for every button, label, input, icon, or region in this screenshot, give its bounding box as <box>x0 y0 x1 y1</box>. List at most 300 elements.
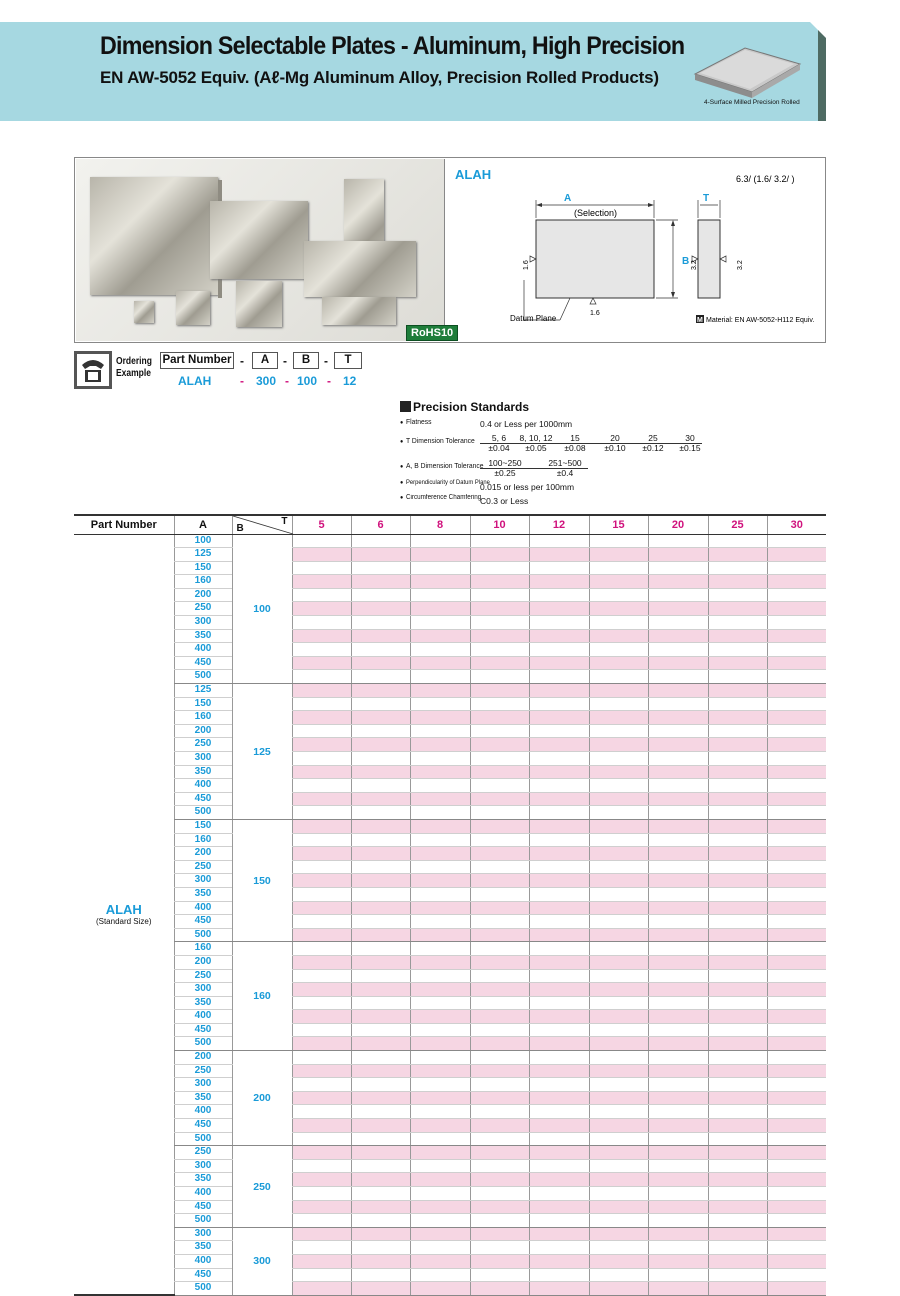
availability-cell <box>708 1051 767 1065</box>
part-subtitle: (Standard Size) <box>95 917 152 927</box>
availability-cell <box>529 874 589 888</box>
availability-cell <box>351 969 410 983</box>
availability-cell <box>767 1037 826 1051</box>
availability-cell <box>708 1282 767 1296</box>
availability-cell <box>292 1037 351 1051</box>
availability-cell <box>648 1010 708 1024</box>
a-value: 160 <box>174 942 232 956</box>
availability-cell <box>708 1227 767 1241</box>
availability-cell <box>648 534 708 548</box>
availability-cell <box>589 1132 648 1146</box>
availability-cell <box>589 616 648 630</box>
order-dash: - <box>324 354 328 368</box>
table-row <box>74 1241 826 1255</box>
availability-cell <box>529 792 589 806</box>
availability-cell <box>708 1214 767 1228</box>
a-value: 350 <box>174 765 232 779</box>
availability-cell <box>708 724 767 738</box>
a-value: 125 <box>174 548 232 562</box>
availability-cell <box>767 724 826 738</box>
part-number-cell <box>74 534 174 1295</box>
availability-cell <box>648 887 708 901</box>
table-row <box>74 887 826 901</box>
availability-cell <box>708 548 767 562</box>
page-subtitle: EN AW-5052 Equiv. (Aℓ-Mg Aluminum Alloy, Precision Rolled Products) <box>100 68 659 87</box>
availability-cell <box>708 752 767 766</box>
availability-cell <box>529 588 589 602</box>
availability-cell <box>292 602 351 616</box>
table-row <box>74 1037 826 1051</box>
col-header-t-value: 6 <box>351 515 410 534</box>
availability-cell <box>529 983 589 997</box>
availability-cell <box>589 847 648 861</box>
availability-cell <box>529 996 589 1010</box>
availability-cell <box>351 779 410 793</box>
availability-cell <box>410 874 470 888</box>
availability-cell <box>470 616 529 630</box>
availability-cell <box>708 1241 767 1255</box>
a-value: 350 <box>174 1091 232 1105</box>
availability-cell <box>351 1064 410 1078</box>
availability-cell <box>589 901 648 915</box>
availability-cell <box>767 711 826 725</box>
availability-cell <box>648 1119 708 1133</box>
ordering-label: Ordering Example <box>116 356 152 379</box>
availability-cell <box>292 697 351 711</box>
availability-cell <box>767 1214 826 1228</box>
availability-cell <box>529 901 589 915</box>
availability-cell <box>767 629 826 643</box>
availability-cell <box>470 684 529 698</box>
t-range: 15 <box>570 433 580 443</box>
table-row <box>74 738 826 752</box>
availability-cell <box>648 1132 708 1146</box>
availability-cell <box>292 819 351 833</box>
a-value: 400 <box>174 1254 232 1268</box>
availability-cell <box>292 792 351 806</box>
availability-cell <box>589 1214 648 1228</box>
availability-cell <box>589 1227 648 1241</box>
availability-cell <box>648 670 708 684</box>
availability-cell <box>589 588 648 602</box>
availability-cell <box>351 643 410 657</box>
plate-image <box>176 291 210 325</box>
availability-cell <box>410 847 470 861</box>
availability-cell <box>529 548 589 562</box>
dim-b-label: B <box>682 256 690 267</box>
b-value: 100 <box>232 534 292 684</box>
availability-cell <box>708 656 767 670</box>
availability-cell <box>708 561 767 575</box>
availability-cell <box>470 561 529 575</box>
col-header-t-value: 25 <box>708 515 767 534</box>
availability-cell <box>351 1091 410 1105</box>
availability-cell <box>767 697 826 711</box>
availability-cell <box>529 656 589 670</box>
availability-cell <box>589 724 648 738</box>
availability-cell <box>351 1119 410 1133</box>
availability-cell <box>767 887 826 901</box>
availability-cell <box>529 1051 589 1065</box>
availability-cell <box>589 874 648 888</box>
availability-cell <box>648 819 708 833</box>
availability-cell <box>351 792 410 806</box>
availability-cell <box>470 1254 529 1268</box>
availability-cell <box>767 1200 826 1214</box>
dimension-table <box>74 514 826 1296</box>
material-label: Material: EN AW-5052-H112 Equiv. <box>706 317 815 324</box>
availability-cell <box>351 847 410 861</box>
availability-cell <box>470 670 529 684</box>
availability-cell <box>410 1146 470 1160</box>
col-header-t-value: 10 <box>470 515 529 534</box>
table-row <box>74 1078 826 1092</box>
availability-cell <box>470 901 529 915</box>
availability-cell <box>529 724 589 738</box>
availability-cell <box>589 575 648 589</box>
availability-cell <box>767 1187 826 1201</box>
availability-cell <box>767 996 826 1010</box>
availability-cell <box>767 901 826 915</box>
table-row <box>74 588 826 602</box>
availability-cell <box>410 616 470 630</box>
availability-cell <box>351 656 410 670</box>
availability-cell <box>529 711 589 725</box>
availability-cell <box>767 1282 826 1296</box>
availability-cell <box>648 996 708 1010</box>
table-row <box>74 1105 826 1119</box>
availability-cell <box>470 752 529 766</box>
table-row <box>74 847 826 861</box>
availability-cell <box>648 983 708 997</box>
availability-cell <box>410 1187 470 1201</box>
availability-cell <box>648 1105 708 1119</box>
availability-cell <box>589 602 648 616</box>
availability-cell <box>410 887 470 901</box>
availability-cell <box>410 1254 470 1268</box>
availability-cell <box>708 779 767 793</box>
availability-cell <box>292 847 351 861</box>
availability-cell <box>292 752 351 766</box>
availability-cell <box>767 983 826 997</box>
availability-cell <box>648 548 708 562</box>
availability-cell <box>470 1282 529 1296</box>
table-row <box>74 1051 826 1065</box>
availability-cell <box>589 819 648 833</box>
availability-cell <box>529 1241 589 1255</box>
availability-cell <box>708 1132 767 1146</box>
a-value: 450 <box>174 1268 232 1282</box>
availability-cell <box>351 915 410 929</box>
a-value: 125 <box>174 684 232 698</box>
availability-cell <box>648 1268 708 1282</box>
availability-cell <box>292 928 351 942</box>
availability-cell <box>351 887 410 901</box>
availability-cell <box>648 928 708 942</box>
availability-cell <box>470 915 529 929</box>
table-row <box>74 1132 826 1146</box>
availability-cell <box>292 1105 351 1119</box>
availability-cell <box>767 616 826 630</box>
availability-cell <box>648 833 708 847</box>
a-value: 400 <box>174 1105 232 1119</box>
availability-cell <box>589 534 648 548</box>
availability-cell <box>767 656 826 670</box>
a-value: 400 <box>174 1010 232 1024</box>
availability-cell <box>767 534 826 548</box>
table-row <box>74 915 826 929</box>
availability-cell <box>648 1064 708 1078</box>
availability-cell <box>529 575 589 589</box>
table-row <box>74 724 826 738</box>
availability-cell <box>767 928 826 942</box>
availability-cell <box>292 860 351 874</box>
availability-cell <box>292 643 351 657</box>
availability-cell <box>351 1010 410 1024</box>
availability-cell <box>410 697 470 711</box>
availability-cell <box>589 1023 648 1037</box>
availability-cell <box>292 1187 351 1201</box>
roughness-right: 3.2 <box>737 260 744 270</box>
availability-cell <box>648 1200 708 1214</box>
availability-cell <box>351 1132 410 1146</box>
availability-cell <box>410 1132 470 1146</box>
availability-cell <box>351 1078 410 1092</box>
availability-cell <box>648 1023 708 1037</box>
a-value: 150 <box>174 561 232 575</box>
a-value: 300 <box>174 1078 232 1092</box>
table-row <box>74 548 826 562</box>
availability-cell <box>292 588 351 602</box>
availability-cell <box>351 1105 410 1119</box>
a-value: 200 <box>174 588 232 602</box>
a-value: 400 <box>174 901 232 915</box>
table-row <box>74 656 826 670</box>
availability-cell <box>708 1023 767 1037</box>
availability-cell <box>470 1214 529 1228</box>
table-row <box>74 765 826 779</box>
plate-image <box>90 177 218 295</box>
availability-cell <box>470 1187 529 1201</box>
availability-cell <box>292 616 351 630</box>
availability-cell <box>410 548 470 562</box>
a-value: 300 <box>174 874 232 888</box>
table-row <box>74 928 826 942</box>
availability-cell <box>767 643 826 657</box>
availability-cell <box>648 969 708 983</box>
availability-cell <box>292 1091 351 1105</box>
availability-cell <box>589 1051 648 1065</box>
availability-cell <box>767 1227 826 1241</box>
availability-cell <box>529 1187 589 1201</box>
availability-cell <box>589 942 648 956</box>
availability-cell <box>410 1064 470 1078</box>
availability-cell <box>767 1091 826 1105</box>
availability-cell <box>648 955 708 969</box>
availability-cell <box>589 1010 648 1024</box>
availability-cell <box>410 670 470 684</box>
availability-cell <box>708 983 767 997</box>
availability-cell <box>292 1119 351 1133</box>
availability-cell <box>470 887 529 901</box>
availability-cell <box>410 738 470 752</box>
rohs-badge: RoHS10 <box>406 325 458 341</box>
col-header-t: T <box>281 516 288 527</box>
availability-cell <box>767 1132 826 1146</box>
availability-cell <box>708 629 767 643</box>
availability-cell <box>767 1268 826 1282</box>
availability-cell <box>351 1037 410 1051</box>
availability-cell <box>410 656 470 670</box>
availability-cell <box>589 752 648 766</box>
table-row <box>74 561 826 575</box>
availability-cell <box>589 548 648 562</box>
a-value: 450 <box>174 656 232 670</box>
part-name: ALAH <box>105 902 142 918</box>
availability-cell <box>648 684 708 698</box>
availability-cell <box>589 1187 648 1201</box>
availability-cell <box>351 860 410 874</box>
availability-cell <box>292 1159 351 1173</box>
availability-cell <box>529 629 589 643</box>
availability-cell <box>529 1159 589 1173</box>
availability-cell <box>708 1173 767 1187</box>
availability-cell <box>410 1227 470 1241</box>
ab-tolerance-label: ● A, B Dimension Tolerance <box>400 461 484 470</box>
availability-cell <box>589 1105 648 1119</box>
availability-cell <box>292 874 351 888</box>
t-tolerance-cell <box>597 433 633 453</box>
availability-cell <box>410 643 470 657</box>
table-row <box>74 1200 826 1214</box>
availability-cell <box>529 1227 589 1241</box>
a-value: 500 <box>174 1214 232 1228</box>
flatness-label: ● Flatness <box>400 417 431 426</box>
availability-cell <box>470 656 529 670</box>
availability-cell <box>410 860 470 874</box>
availability-cell <box>708 1010 767 1024</box>
availability-cell <box>589 738 648 752</box>
availability-cell <box>470 996 529 1010</box>
table-row <box>74 602 826 616</box>
availability-cell <box>410 969 470 983</box>
availability-cell <box>708 1187 767 1201</box>
availability-cell <box>410 819 470 833</box>
availability-cell <box>470 1037 529 1051</box>
table-row <box>74 1268 826 1282</box>
availability-cell <box>292 711 351 725</box>
availability-cell <box>648 1173 708 1187</box>
availability-cell <box>410 833 470 847</box>
availability-cell <box>470 1268 529 1282</box>
availability-cell <box>767 1064 826 1078</box>
availability-cell <box>351 765 410 779</box>
availability-cell <box>292 1051 351 1065</box>
availability-cell <box>767 684 826 698</box>
availability-cell <box>529 1078 589 1092</box>
availability-cell <box>470 548 529 562</box>
availability-cell <box>767 1078 826 1092</box>
availability-cell <box>648 1214 708 1228</box>
dimension-drawing <box>510 160 820 340</box>
availability-cell <box>292 670 351 684</box>
availability-cell <box>767 670 826 684</box>
availability-cell <box>410 1282 470 1296</box>
availability-cell <box>529 670 589 684</box>
availability-cell <box>292 969 351 983</box>
availability-cell <box>470 874 529 888</box>
availability-cell <box>648 915 708 929</box>
availability-cell <box>351 1159 410 1173</box>
availability-cell <box>589 1200 648 1214</box>
availability-cell <box>767 1241 826 1255</box>
availability-cell <box>470 928 529 942</box>
availability-cell <box>708 955 767 969</box>
availability-cell <box>470 1023 529 1037</box>
availability-cell <box>529 765 589 779</box>
availability-cell <box>470 575 529 589</box>
order-dash: - <box>283 354 287 368</box>
availability-cell <box>767 1146 826 1160</box>
perpendicularity-value: 0.015 or less per 100mm <box>480 482 575 492</box>
availability-cell <box>589 915 648 929</box>
availability-cell <box>410 684 470 698</box>
availability-cell <box>648 1187 708 1201</box>
availability-cell <box>589 1173 648 1187</box>
availability-cell <box>589 860 648 874</box>
t-tol: ±0.05 <box>525 443 547 453</box>
availability-cell <box>767 969 826 983</box>
availability-cell <box>529 561 589 575</box>
plate-image <box>210 201 308 279</box>
availability-cell <box>648 1146 708 1160</box>
availability-cell <box>648 643 708 657</box>
availability-cell <box>529 1146 589 1160</box>
table-row <box>74 942 826 956</box>
availability-cell <box>470 1200 529 1214</box>
a-value: 400 <box>174 1187 232 1201</box>
availability-cell <box>470 588 529 602</box>
availability-cell <box>351 1173 410 1187</box>
availability-cell <box>470 711 529 725</box>
availability-cell <box>470 534 529 548</box>
availability-cell <box>708 1159 767 1173</box>
availability-cell <box>708 1091 767 1105</box>
availability-cell <box>410 534 470 548</box>
order-head-a: A <box>252 352 278 369</box>
table-row <box>74 833 826 847</box>
dim-a-label: A <box>564 193 572 204</box>
col-header-part: Part Number <box>74 515 174 534</box>
a-value: 350 <box>174 996 232 1010</box>
availability-cell <box>648 738 708 752</box>
chamfer-value: C0.3 or Less <box>480 496 529 506</box>
ab-tol: ±0.4 <box>556 468 574 478</box>
availability-cell <box>410 1200 470 1214</box>
availability-cell <box>292 901 351 915</box>
dim-a-note: (Selection) <box>574 208 618 218</box>
a-value: 300 <box>174 1227 232 1241</box>
availability-cell <box>708 1254 767 1268</box>
availability-cell <box>410 1051 470 1065</box>
availability-cell <box>410 901 470 915</box>
availability-cell <box>470 779 529 793</box>
a-value: 160 <box>174 833 232 847</box>
table-row <box>74 684 826 698</box>
page-title: Dimension Selectable Plates - Aluminum, High Precision <box>100 32 685 60</box>
b-value: 300 <box>232 1227 292 1295</box>
a-value: 250 <box>174 969 232 983</box>
